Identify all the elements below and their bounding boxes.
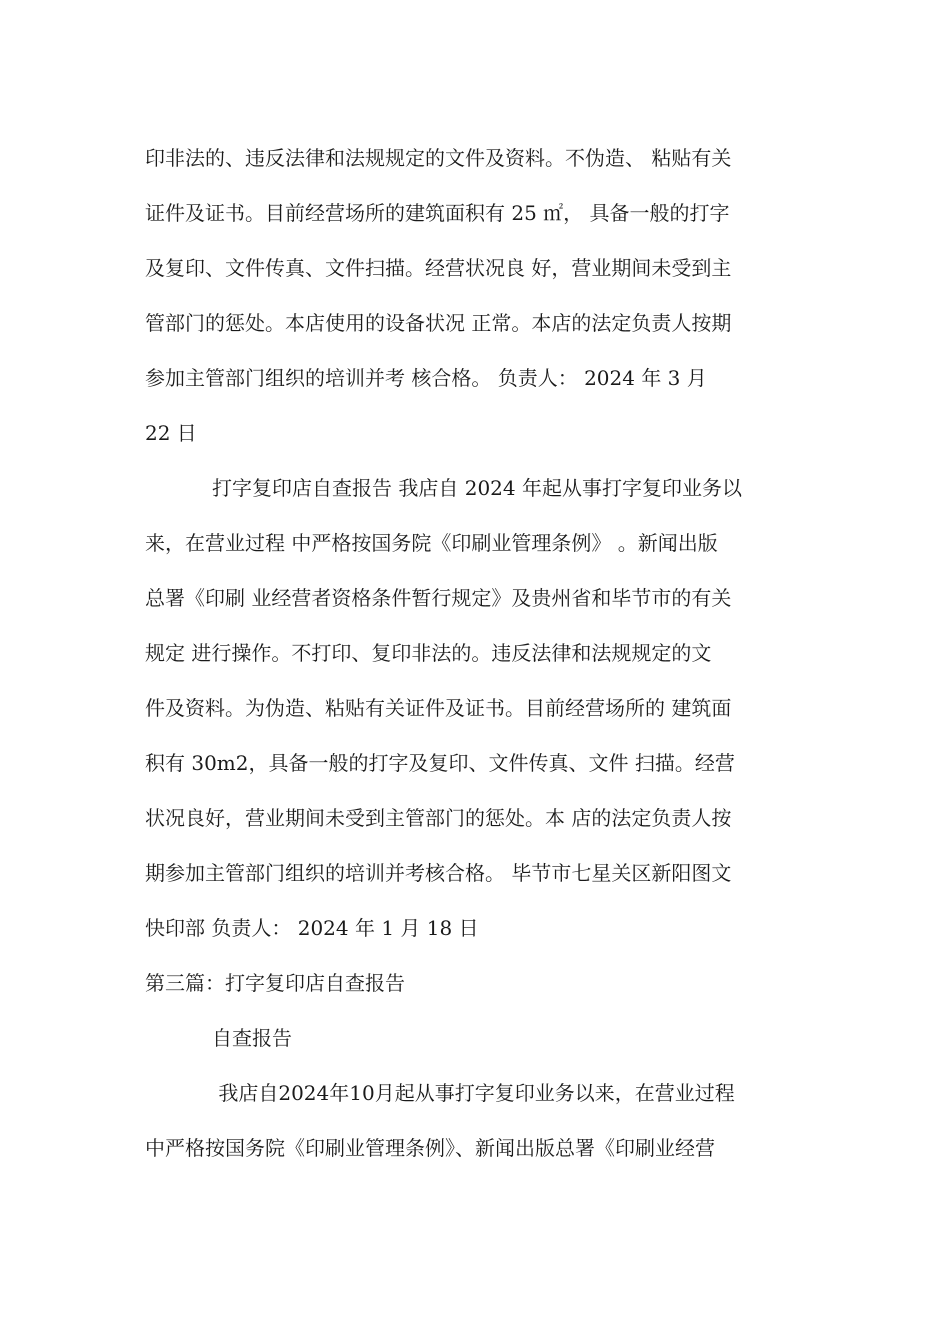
sub-heading: 自查报告 <box>212 1026 292 1050</box>
text-line: 打字复印店自查报告 我店自 2024 年起从事打字复印业务以 <box>212 476 742 500</box>
text-line: 期参加主管部门组织的培训并考核合格。 毕节市七星关区新阳图文 <box>145 861 732 885</box>
text-line: 来，在营业过程 中严格按国务院《印刷业管理条例》 。新闻出版 <box>145 531 718 555</box>
paragraph-2 <box>145 461 810 956</box>
section-heading: 第三篇：打字复印店自查报告 <box>145 971 405 995</box>
text-line: 积有 30m2，具备一般的打字及复印、文件传真、文件 扫描。经营 <box>145 751 735 775</box>
text-line: 证件及证书。目前经营场所的建筑面积有 25 ㎡， 具备一般的打字 <box>145 201 730 225</box>
text-line: 总署《印刷 业经营者资格条件暂行规定》及贵州省和毕节市的有关 <box>145 586 732 610</box>
text-line: 22 日 <box>145 421 197 445</box>
text-line: 件及资料。为伪造、粘贴有关证件及证书。目前经营场所的 建筑面 <box>145 696 732 720</box>
paragraph-3 <box>145 1066 810 1176</box>
text-line: 中严格按国务院《印刷业管理条例》、新闻出版总署《印刷业经营 <box>145 1136 715 1160</box>
text-line: 快印部 负责人： 2024 年 1 月 18 日 <box>145 916 479 940</box>
text-line: 规定 进行操作。不打印、复印非法的。违反法律和法规规定的文 <box>145 641 712 665</box>
text-line: 参加主管部门组织的培训并考 核合格。 负责人： 2024 年 3 月 <box>145 366 707 390</box>
document-body <box>145 131 810 1176</box>
paragraph-1 <box>145 131 810 461</box>
text-line: 印非法的、违反法律和法规规定的文件及资料。不伪造、 粘贴有关 <box>145 146 732 170</box>
text-line: 我店自2024年10月起从事打字复印业务以来，在营业过程 <box>212 1081 735 1105</box>
text-line: 及复印、文件传真、文件扫描。经营状况良 好，营业期间未受到主 <box>145 256 732 280</box>
text-line: 状况良好，营业期间未受到主管部门的惩处。本 店的法定负责人按 <box>145 806 732 830</box>
text-line: 管部门的惩处。本店使用的设备状况 正常。本店的法定负责人按期 <box>145 311 732 335</box>
